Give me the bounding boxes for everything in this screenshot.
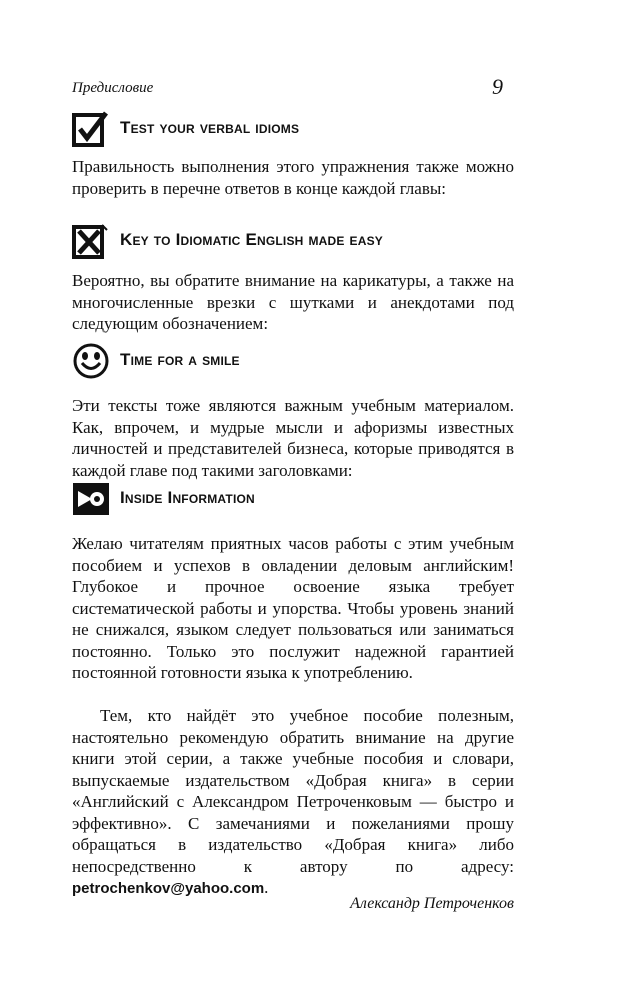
key-paragraph: Вероятно, вы обратите внимание на карикатуры, а также на многочисленные врезки с шутками и анекдотами под следующим обозначением: <box>72 271 514 333</box>
smiley-face-icon <box>72 342 110 380</box>
inside-heading: Inside Information <box>120 488 255 507</box>
recommend-paragraph <box>72 705 514 900</box>
test-heading: Test your verbal idioms <box>120 118 300 137</box>
inside-heading-block <box>72 480 512 520</box>
page-number: 9 <box>492 74 503 99</box>
test-heading-block <box>72 110 512 150</box>
recommend-text: Тем, кто найдёт это учебное пособие полезным, настоятельно рекомендую обратить внимание на другие книги этой серии, а также учебные пособия и словари, выпускаемые издательством «Добрая книга» в серии «Английский с Александром Петроченковым — быстро и эффективно». С замечаниями и пожеланиями прошу обращаться в издательство «Добрая книга» либо непосредственно к автору по адресу: <box>72 706 514 876</box>
smile-heading-block <box>72 342 512 382</box>
key-heading: Key to Idiomatic English made easy <box>120 230 383 249</box>
author-signature: Александр Петроченков <box>350 895 514 912</box>
smile-paragraph: Эти тексты тоже являются важным учебным материалом. Как, впрочем, и мудрые мысли и афоризмы известных личностей и представителей бизнеса, которые приводятся в каждой главе под такими заголовками: <box>72 396 514 480</box>
wish-paragraph: Желаю читателям приятных часов работы с этим учебным пособием и успехов в овладении деловым английским! Глубокое и прочное освоение языка требует систематической работы и упорства. Чтобы уровень знаний не снижался, языком следует пользоваться или заниматься постоянно. Только это послужит надежной гарантией постоянной готовности языка к употреблению. <box>72 534 514 682</box>
smile-heading: Time for a smile <box>120 350 240 369</box>
test-paragraph: Правильность выполнения этого упражнения также можно проверить в перечне ответов в конце каждой главы: <box>72 157 514 198</box>
checkbox-cross-icon <box>72 222 110 260</box>
key-heading-block <box>72 222 512 262</box>
recommend-tail: . <box>264 878 269 897</box>
running-title: Предисловие <box>72 80 154 96</box>
spy-eye-icon <box>72 480 110 518</box>
checkbox-check-icon <box>72 110 110 148</box>
author-email: petrochenkov@yahoo.com <box>72 880 265 897</box>
